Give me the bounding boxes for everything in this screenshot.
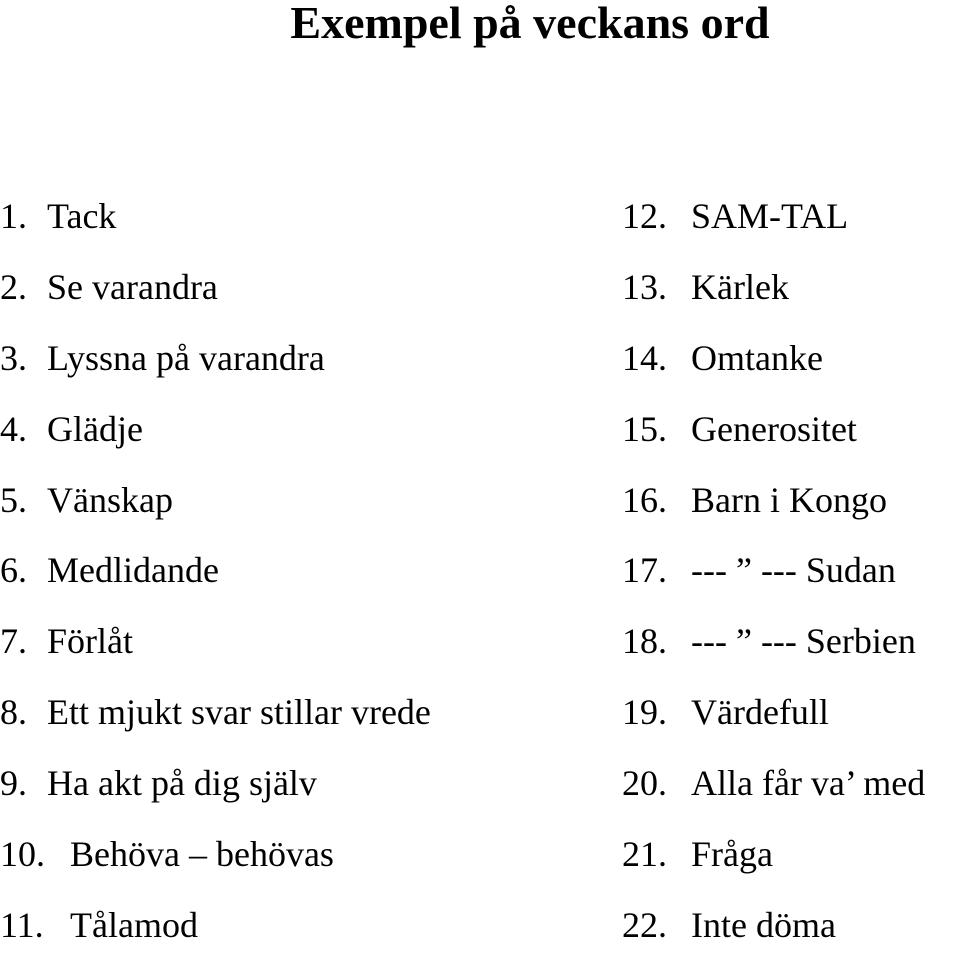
item-number: 6. — [0, 550, 27, 591]
item-number: 3. — [0, 337, 27, 378]
item-text: Tack — [47, 196, 117, 236]
item-number: 22. — [622, 904, 667, 945]
item-text: Fråga — [691, 834, 773, 875]
item-text: Omtanke — [691, 337, 823, 378]
item-number: 8. — [0, 692, 27, 733]
item-text: Medlidande — [47, 550, 219, 591]
item-text: Generositet — [691, 408, 857, 449]
item-number: 14. — [622, 337, 667, 378]
item-text: Värdefull — [691, 692, 829, 733]
item-text: Behöva – behövas — [70, 834, 334, 875]
item-text: Tålamod — [70, 904, 198, 945]
item-number: 1. — [0, 196, 27, 236]
item-number: 15. — [622, 408, 667, 449]
item-number: 11. — [0, 904, 44, 945]
item-text: SAM-TAL — [691, 196, 849, 236]
item-text: Ett mjukt svar stillar vrede — [47, 692, 431, 733]
item-text: Vänskap — [47, 479, 173, 520]
page-title: Exempel på veckans ord — [290, 0, 770, 48]
item-number: 19. — [622, 692, 667, 733]
item-number: 16. — [622, 479, 667, 520]
item-number: 12. — [622, 196, 667, 236]
item-text: --- ” --- Sudan — [691, 550, 896, 591]
item-number: 7. — [0, 621, 27, 662]
item-number: 9. — [0, 763, 27, 804]
item-text: --- ” --- Serbien — [691, 621, 916, 662]
item-text: Se varandra — [47, 266, 218, 307]
item-number: 13. — [622, 266, 667, 307]
item-number: 4. — [0, 408, 27, 449]
item-number: 2. — [0, 266, 27, 307]
item-number: 21. — [622, 834, 667, 875]
item-text: Glädje — [47, 408, 143, 449]
item-number: 10. — [0, 834, 45, 875]
item-number: 20. — [622, 763, 667, 804]
item-text: Alla får va’ med — [691, 763, 926, 804]
item-text: Barn i Kongo — [691, 479, 887, 520]
item-number: 5. — [0, 479, 27, 520]
item-text: Inte döma — [691, 904, 836, 945]
item-number: 17. — [622, 550, 667, 591]
item-text: Ha akt på dig själv — [47, 763, 317, 804]
item-text: Kärlek — [691, 266, 789, 307]
item-text: Lyssna på varandra — [47, 337, 325, 378]
item-text: Förlåt — [47, 621, 133, 662]
item-number: 18. — [622, 621, 667, 662]
